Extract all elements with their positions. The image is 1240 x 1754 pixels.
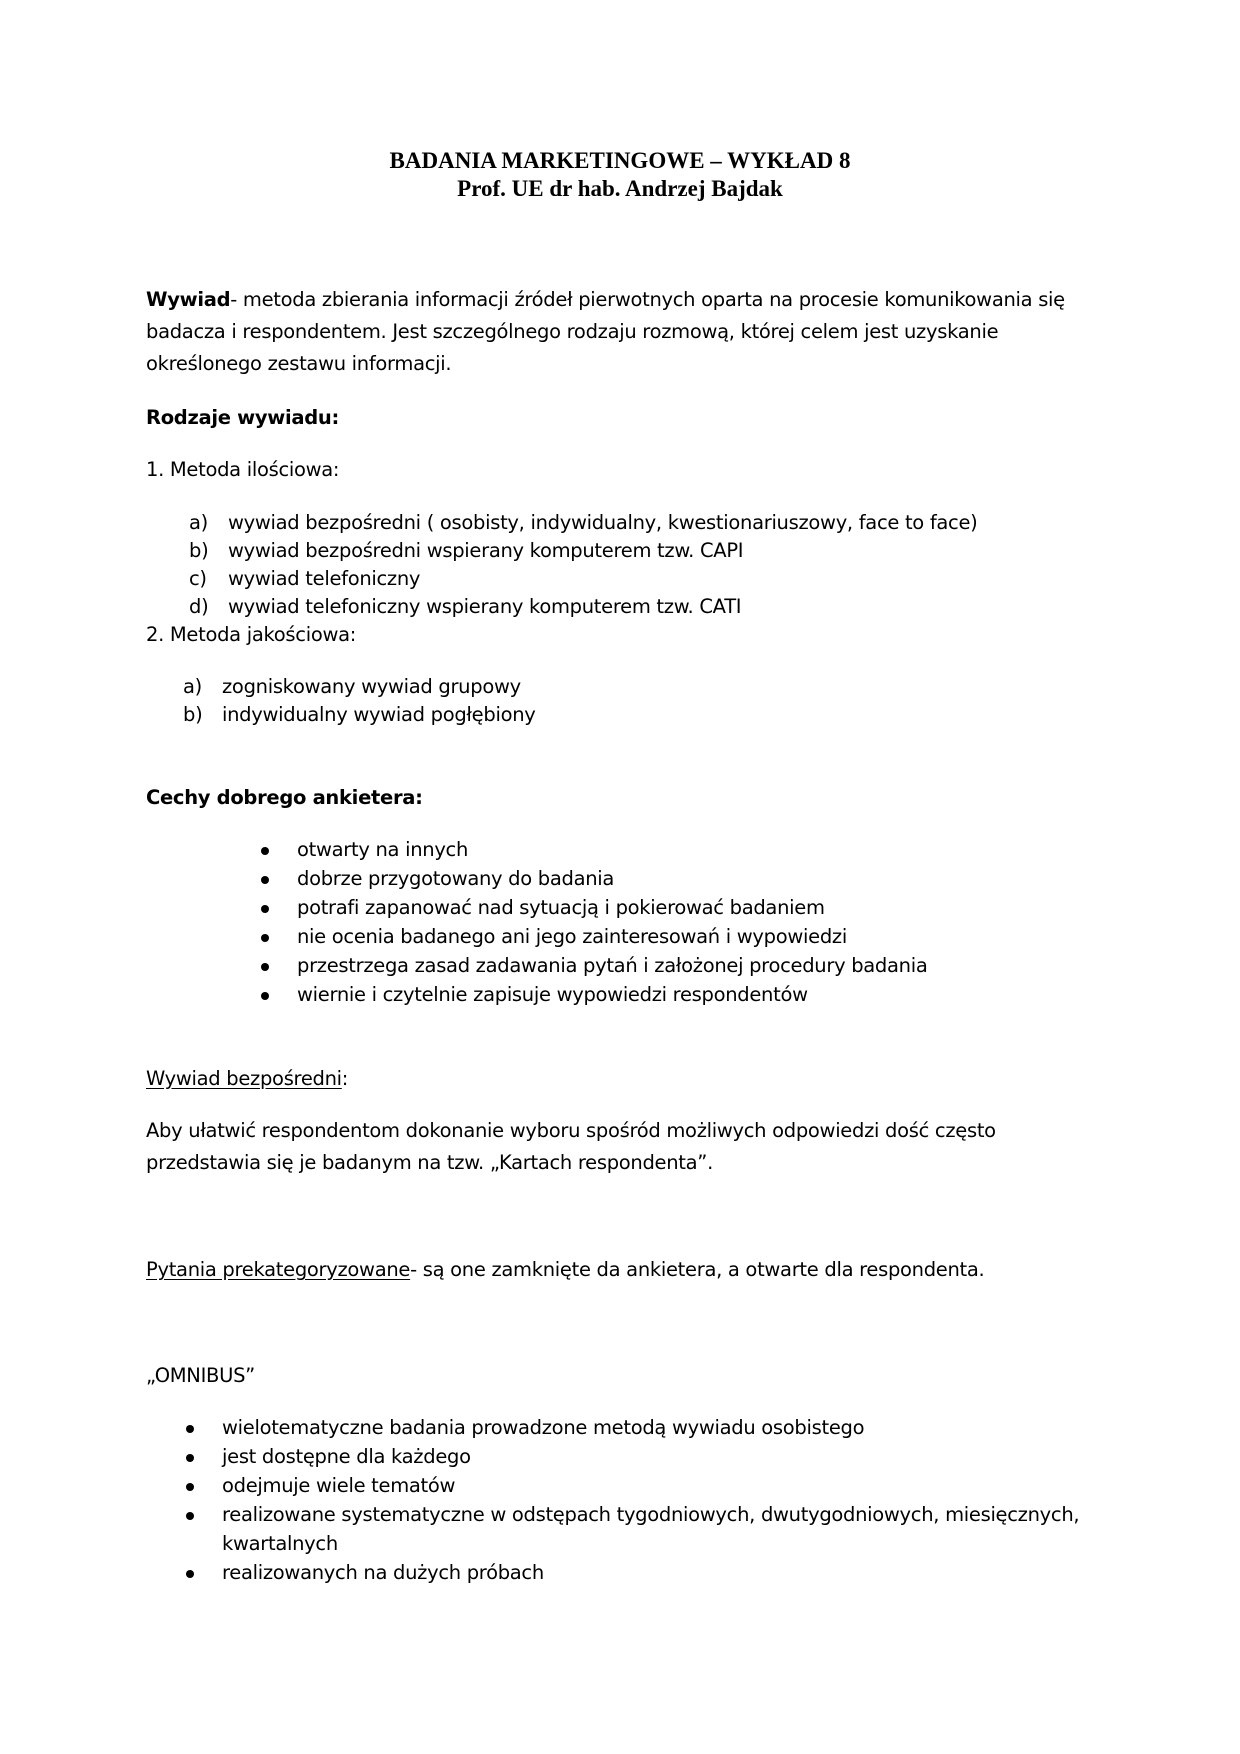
- list-item: nie ocenia badanego ani jego zainteresowań i wypowiedzi: [297, 925, 847, 948]
- bullet-icon: [186, 1425, 194, 1433]
- direct-heading: Wywiad bezpośredni:: [146, 1067, 349, 1090]
- direct-line-1: Aby ułatwić respondentom dokonanie wyboru spośród możliwych odpowiedzi dość często: [146, 1119, 996, 1142]
- bullet-icon: [186, 1483, 194, 1491]
- bullet-icon: [261, 963, 269, 971]
- quantitative-label: 1. Metoda ilościowa:: [146, 458, 340, 481]
- intro-term: Wywiad: [146, 288, 231, 311]
- list-item: wywiad telefoniczny: [228, 567, 421, 590]
- list-item-continuation: kwartalnych: [222, 1532, 338, 1555]
- list-item: realizowane systematyczne w odstępach tygodniowych, dwutygodniowych, miesięcznych,: [222, 1503, 1080, 1526]
- list-item: indywidualny wywiad pogłębiony: [222, 703, 536, 726]
- precategorized-line: Pytania prekategoryzowane- są one zamknięte da ankietera, a otwarte dla respondenta.: [146, 1258, 985, 1281]
- list-item: wielotematyczne badania prowadzone metodą wywiadu osobistego: [222, 1416, 865, 1439]
- list-item: wiernie i czytelnie zapisuje wypowiedzi respondentów: [297, 983, 808, 1006]
- intro-line-2: badacza i respondentem. Jest szczególnego rodzaju rozmową, której celem jest uzyskanie: [146, 320, 999, 343]
- direct-line-2: przedstawia się je badanym na tzw. „Kartach respondenta”.: [146, 1151, 713, 1174]
- interviewer-heading: Cechy dobrego ankietera:: [146, 786, 423, 809]
- list-marker: a): [183, 675, 202, 698]
- bullet-icon: [261, 992, 269, 1000]
- list-item: dobrze przygotowany do badania: [297, 867, 615, 890]
- document-title: BADANIA MARKETINGOWE – WYKŁAD 8: [389, 148, 851, 173]
- omnibus-heading: „OMNIBUS”: [146, 1364, 255, 1387]
- intro-line-1: Wywiad- metoda zbierania informacji źródeł pierwotnych oparta na procesie komunikowania się: [146, 288, 1065, 311]
- list-item: zogniskowany wywiad grupowy: [222, 675, 521, 698]
- qualitative-label: 2. Metoda jakościowa:: [146, 623, 357, 646]
- bullet-icon: [186, 1454, 194, 1462]
- list-marker: d): [189, 595, 209, 618]
- list-marker: b): [189, 539, 209, 562]
- types-heading: Rodzaje wywiadu:: [146, 406, 339, 429]
- list-marker: b): [183, 703, 203, 726]
- bullet-icon: [261, 847, 269, 855]
- bullet-icon: [186, 1570, 194, 1578]
- list-item: realizowanych na dużych próbach: [222, 1561, 544, 1584]
- bullet-icon: [261, 876, 269, 884]
- list-item: odejmuje wiele tematów: [222, 1474, 456, 1497]
- list-item: wywiad bezpośredni ( osobisty, indywidualny, kwestionariuszowy, face to face): [228, 511, 978, 534]
- list-item: przestrzega zasad zadawania pytań i założonej procedury badania: [297, 954, 928, 977]
- bullet-icon: [261, 934, 269, 942]
- document-author: Prof. UE dr hab. Andrzej Bajdak: [457, 176, 783, 201]
- list-item: jest dostępne dla każdego: [222, 1445, 471, 1468]
- intro-line-3: określonego zestawu informacji.: [146, 352, 452, 375]
- list-item: wywiad telefoniczny wspierany komputerem tzw. CATI: [228, 595, 742, 618]
- list-item: potrafi zapanować nad sytuacją i pokierować badaniem: [297, 896, 825, 919]
- bullet-icon: [186, 1512, 194, 1520]
- bullet-icon: [261, 905, 269, 913]
- list-item: otwarty na innych: [297, 838, 469, 861]
- list-marker: c): [189, 567, 207, 590]
- list-item: wywiad bezpośredni wspierany komputerem tzw. CAPI: [228, 539, 744, 562]
- list-marker: a): [189, 511, 208, 534]
